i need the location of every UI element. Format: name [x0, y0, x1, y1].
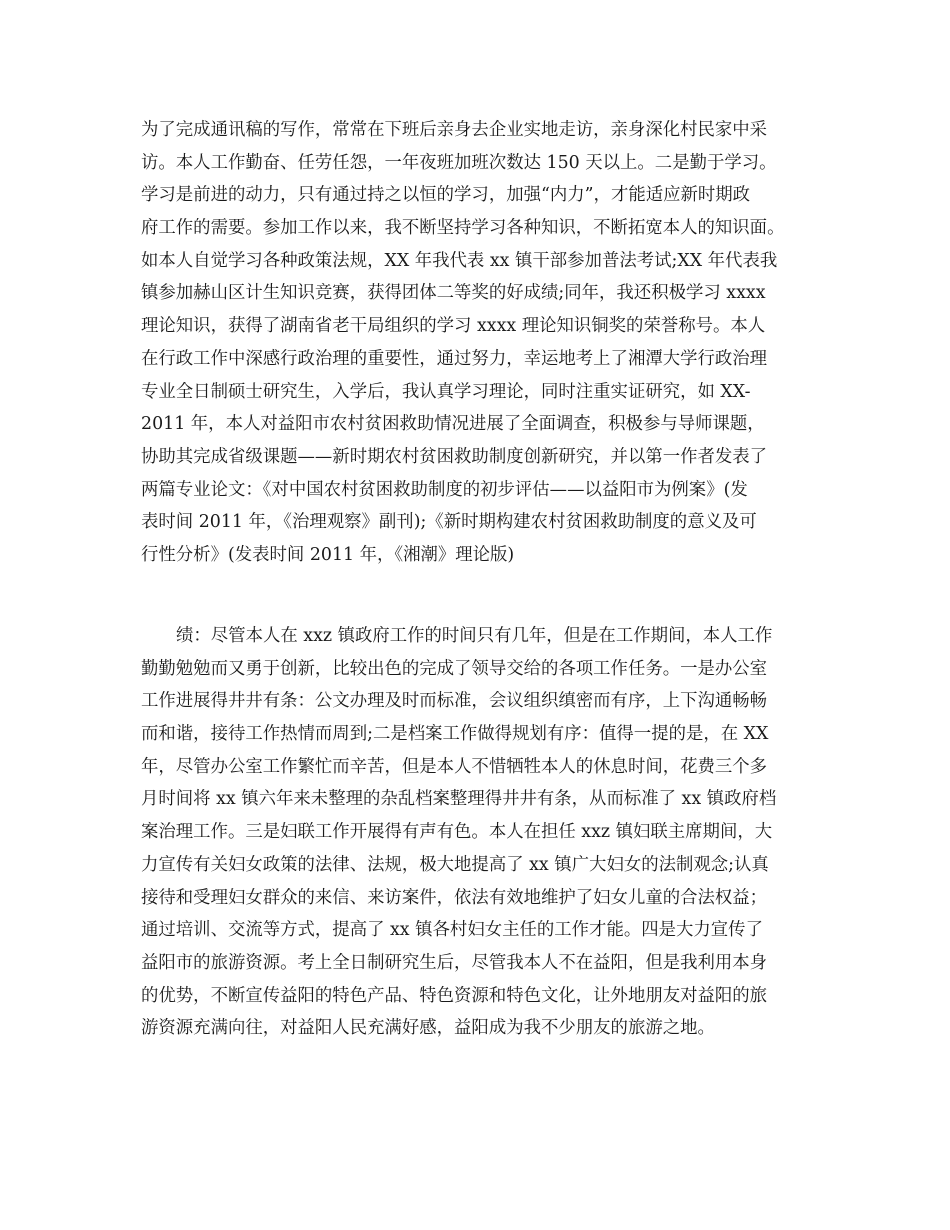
text-line: 学习是前进的动力，只有通过持之以恒的学习，加强“内力”，才能适应新时期政 — [141, 185, 751, 206]
text-line: 镇参加赫山区计生知识竞赛，获得团体二等奖的好成绩;同年，我还积极学习 xxxx — [141, 283, 766, 304]
text-line: 2011 年，本人对益阳市农村贫困救助情况进展了全面调查，积极参与导师课题， — [141, 414, 765, 435]
text-line: 工作进展得井井有条：公文办理及时而标准，会议组织缜密而有序，上下沟通畅畅 — [141, 691, 768, 712]
text-line: 协助其完成省级课题——新时期农村贫困救助制度创新研究，并以第一作者发表了 — [141, 446, 768, 467]
text-line: 通过培训、交流等方式，提高了 xx 镇各村妇女主任的工作才能。四是大力宣传了 — [141, 920, 763, 941]
text-line: 的优势，不断宣传益阳的特色产品、特色资源和特色文化，让外地朋友对益阳的旅 — [141, 985, 768, 1006]
text-line: 访。本人工作勤奋、任劳任怨，一年夜班加班次数达 150 天以上。二是勤于学习。 — [141, 152, 777, 173]
text-line: 而和谐，接待工作热情而周到;二是档案工作做得规划有序：值得一提的是，在 XX — [141, 724, 769, 745]
text-line: 力宣传有关妇女政策的法律、法规，极大地提高了 xx 镇广大妇女的法制观念;认真 — [141, 854, 769, 875]
paragraph-achievements — [141, 620, 831, 1045]
text-line: 年，尽管办公室工作繁忙而辛苦，但是本人不惜牺牲本人的休息时间，花费三个多 — [141, 756, 768, 777]
text-line: 专业全日制硕士研究生，入学后，我认真学习理论，同时注重实证研究，如 XX- — [141, 381, 751, 402]
text-line: 游资源充满向往，对益阳人民充满好感，益阳成为我不少朋友的旅游之地。 — [141, 1018, 715, 1039]
text-line: 两篇专业论文：《对中国农村贫困救助制度的初步评估——以益阳市为例案》(发 — [141, 479, 748, 500]
text-line: 接待和受理妇女群众的来信、来访案件，依法有效地维护了妇女儿童的合法权益； — [141, 887, 768, 908]
text-line: 在行政工作中深感行政治理的重要性，通过努力，幸运地考上了湘潭大学行政治理 — [141, 348, 768, 369]
paragraph-study — [141, 114, 831, 572]
text-line: 勤勤勉勉而又勇于创新，比较出色的完成了领导交给的各项工作任务。一是办公室 — [141, 658, 768, 679]
text-line: 为了完成通讯稿的写作，常常在下班后亲身去企业实地走访，亲身深化村民家中采 — [141, 120, 768, 140]
text-line: 益阳市的旅游资源。考上全日制研究生后，尽管我本人不在益阳，但是我利用本身 — [141, 952, 768, 973]
text-line-first: 绩：尽管本人在 xxz 镇政府工作的时间只有几年，但是在工作期间，本人工作 — [176, 626, 773, 646]
text-line: 行性分析》(发表时间 2011 年，《湘潮》理论版) — [141, 544, 515, 565]
text-line: 府工作的需要。参加工作以来，我不断坚持学习各种知识，不断拓宽本人的知识面。 — [141, 218, 785, 239]
text-line: 表时间 2011 年，《治理观察》副刊);《新时期构建农村贫困救助制度的意义及可 — [141, 512, 757, 533]
text-line: 如本人自觉学习各种政策法规，XX 年我代表 xx 镇干部参加普法考试;XX 年代表我 — [141, 250, 778, 271]
text-line: 月时间将 xx 镇六年来未整理的杂乱档案整理得井井有条，从而标准了 xx 镇政府档 — [141, 789, 777, 810]
text-line: 理论知识，获得了湖南省老干局组织的学习 xxxx 理论知识铜奖的荣誉称号。本人 — [141, 316, 766, 337]
text-line: 案治理工作。三是妇联工作开展得有声有色。本人在担任 xxz 镇妇联主席期间，大 — [141, 822, 773, 843]
